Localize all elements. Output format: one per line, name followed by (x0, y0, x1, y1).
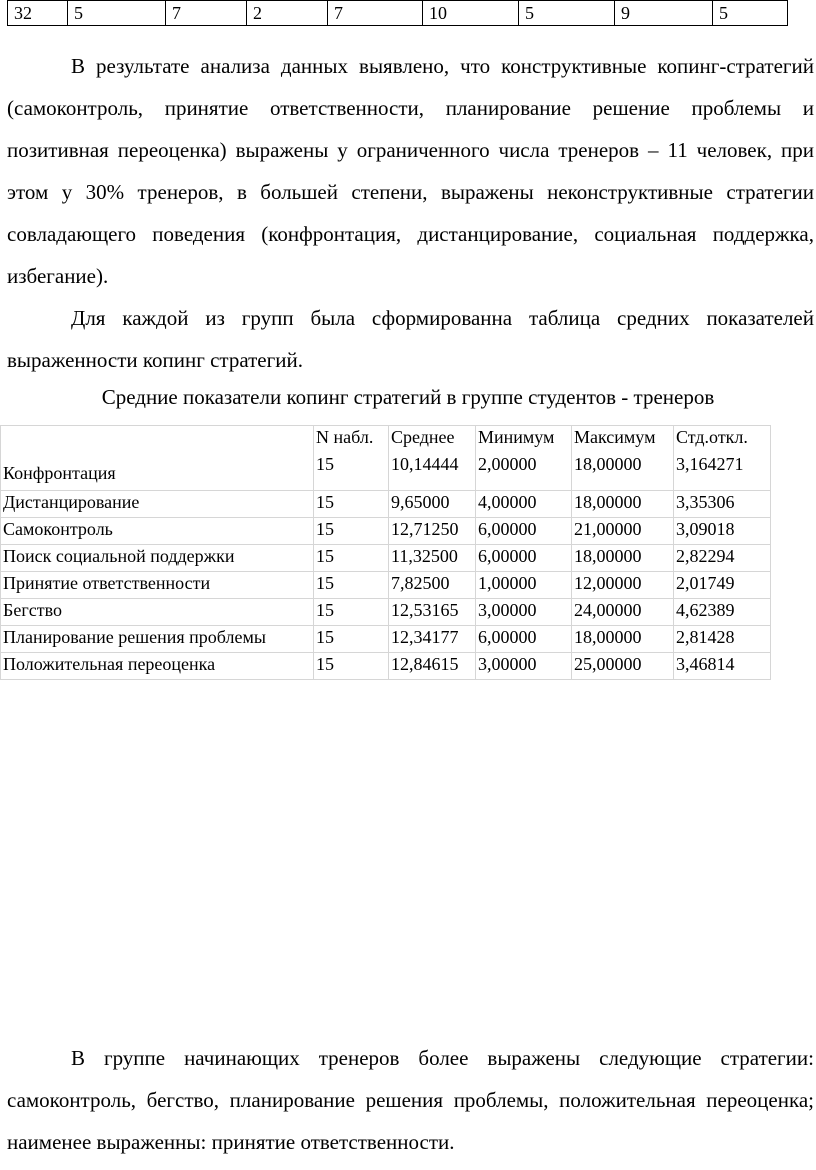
table-cell: 21,00000 (572, 518, 674, 545)
table-cell: 7,82500 (389, 572, 476, 599)
table-cell: 12,53165 (389, 599, 476, 626)
table-cell: 15 (314, 491, 389, 518)
coping-stats-table (0, 425, 771, 680)
table-cell: 6,00000 (476, 545, 572, 572)
table-cell: 18,00000 (572, 626, 674, 653)
table-cell: 25,00000 (572, 653, 674, 680)
table-row (1, 491, 771, 518)
column-header: N набл. (316, 427, 374, 447)
table-cell (572, 426, 674, 491)
table-row (1, 653, 771, 680)
table-cell: 3,35306 (674, 491, 771, 518)
table-cell: 2,81428 (674, 626, 771, 653)
row-label: Принятие ответственности (1, 572, 314, 599)
table-cell: 15 (314, 626, 389, 653)
table-cell: 15 (314, 518, 389, 545)
top-cell: 5 (713, 1, 788, 26)
table-cell-value: 18,00000 (574, 454, 642, 474)
table-row (1, 626, 771, 653)
top-cell: 2 (247, 1, 328, 26)
column-header: Максимум (574, 427, 656, 447)
table-row (1, 518, 771, 545)
table-row (1, 599, 771, 626)
analysis-paragraph: В результате анализа данных выявлено, что конструктивные копинг-стратегий (самоконтроль, принятие ответственности, планирование решение проблемы и позитивная переоценка) выражены у ограниченного числа тренеров – 11 человек, при этом у 30% тренеров, в большей степени, выражены неконструктивные стратегии совладающего поведения (конфронтация, дистанцирование, социальная поддержка, избегание). (7, 54, 814, 288)
table-cell-value: 3,164271 (676, 454, 744, 474)
table-cell: 9,65000 (389, 491, 476, 518)
groups-paragraph: Для каждой из групп была сформированна таблица средних показателей выраженности копинг стратегий. (7, 306, 814, 372)
row-label: Конфронтация (3, 463, 116, 483)
table-cell: 12,00000 (572, 572, 674, 599)
row-label: Положительная переоценка (1, 653, 314, 680)
top-table-row (8, 1, 788, 26)
table-cell: 15 (314, 653, 389, 680)
table-cell: 12,34177 (389, 626, 476, 653)
table-cell: 15 (314, 545, 389, 572)
top-cell: 5 (68, 1, 166, 26)
table-row (1, 572, 771, 599)
table-cell: 24,00000 (572, 599, 674, 626)
row-label: Самоконтроль (1, 518, 314, 545)
table-cell: 2,01749 (674, 572, 771, 599)
table-cell: 2,82294 (674, 545, 771, 572)
table-cell: 3,00000 (476, 599, 572, 626)
table-cell: 11,32500 (389, 545, 476, 572)
table-cell: 3,09018 (674, 518, 771, 545)
table-cell: 12,84615 (389, 653, 476, 680)
column-header: Минимум (478, 427, 555, 447)
top-cell: 9 (615, 1, 713, 26)
conclusion-paragraph: В группе начинающих тренеров более выражены следующие стратегии: самоконтроль, бегство, планирование решения проблемы, положительная переоценка; наименее выраженны: принятие ответственности. (7, 1046, 814, 1154)
table-cell (1, 426, 314, 491)
table-cell (314, 426, 389, 491)
row-label: Дистанцирование (1, 491, 314, 518)
table-cell: 1,00000 (476, 572, 572, 599)
table-caption: Средние показатели копинг стратегий в группе студентов - тренеров (101, 385, 715, 409)
table-row (1, 426, 771, 491)
table-row (1, 545, 771, 572)
table-cell: 18,00000 (572, 491, 674, 518)
table-cell: 6,00000 (476, 626, 572, 653)
table-cell (674, 426, 771, 491)
row-label: Бегство (1, 599, 314, 626)
table-cell: 3,46814 (674, 653, 771, 680)
table-cell: 6,00000 (476, 518, 572, 545)
table-cell: 15 (314, 599, 389, 626)
row-label: Планирование решения проблемы (1, 626, 314, 653)
table-cell: 18,00000 (572, 545, 674, 572)
table-cell: 12,71250 (389, 518, 476, 545)
top-cell: 5 (519, 1, 615, 26)
column-header: Стд.откл. (676, 427, 748, 447)
table-cell: 4,62389 (674, 599, 771, 626)
table-cell (476, 426, 572, 491)
top-data-table (7, 0, 788, 26)
table-cell: 15 (314, 572, 389, 599)
table-cell: 4,00000 (476, 491, 572, 518)
column-header: Среднее (391, 427, 455, 447)
top-cell: 10 (423, 1, 519, 26)
table-cell-value: 15 (316, 454, 334, 474)
table-cell (389, 426, 476, 491)
table-cell-value: 2,00000 (478, 454, 537, 474)
top-cell: 32 (8, 1, 68, 26)
table-cell-value: 10,14444 (391, 454, 459, 474)
top-cell: 7 (328, 1, 423, 26)
top-cell: 7 (166, 1, 247, 26)
table-cell: 3,00000 (476, 653, 572, 680)
row-label: Поиск социальной поддержки (1, 545, 314, 572)
